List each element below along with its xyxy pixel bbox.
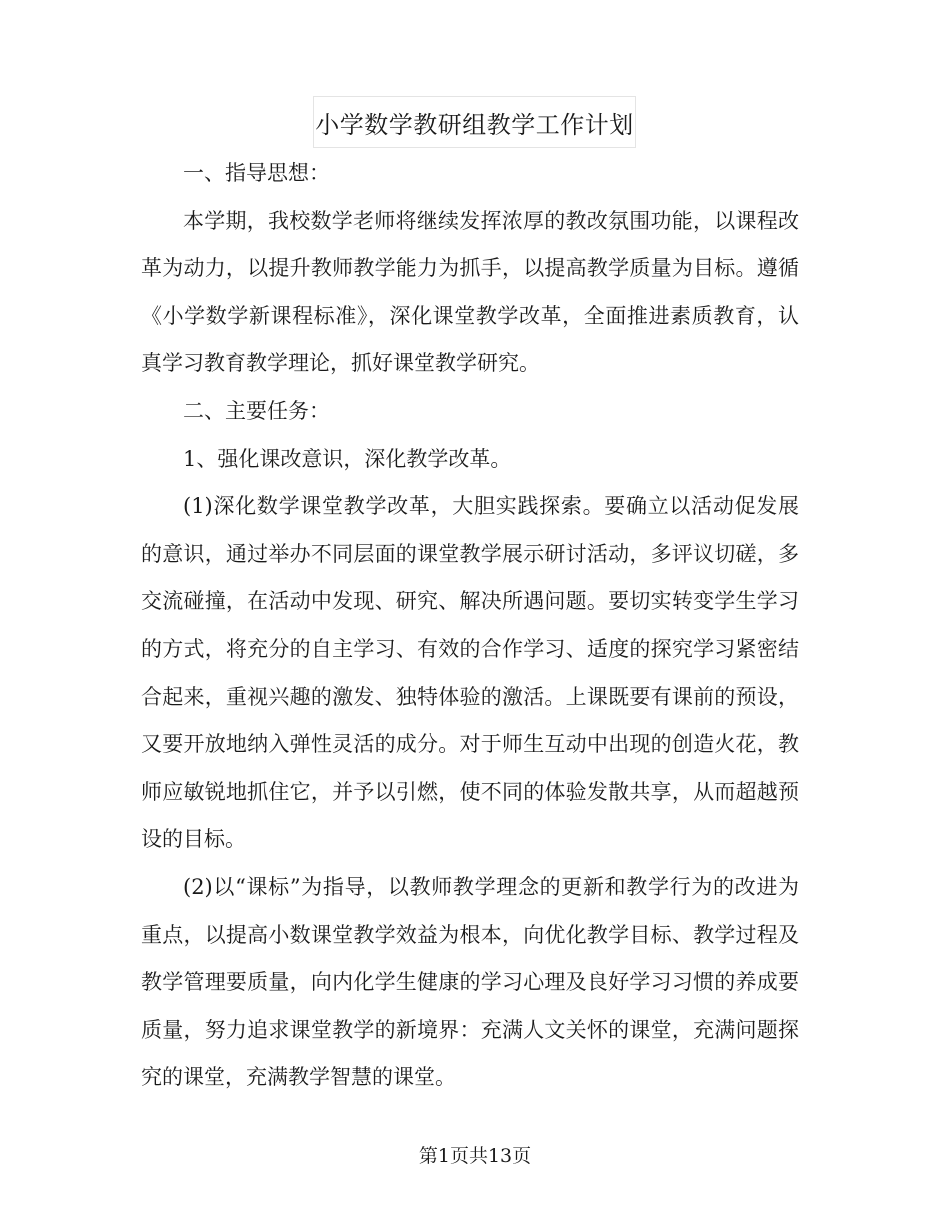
section-heading-guiding-ideology: 一、指导思想： bbox=[183, 161, 330, 185]
paragraph-task-1-item-1: (1)深化数学课堂教学改革，大胆实践探索。要确立以活动促发展的意识，通过举办不同层面的课堂教学展示研讨活动，多评议切磋，多交流碰撞，在活动中发现、研究、解决所遇问题。要切实转变学生学习的方式，将充分的自主学习、有效的合作学习、适度的探究学习紧密结合起来，重视兴趣的激发、独特体验的激活。上课既要有课前的预设，又要开放地纳入弹性灵活的成分。对于师生互动中出现的创造火花，教师应敏锐地抓住它，并予以引燃，使不同的体验发散共享，从而超越预设的目标。 bbox=[141, 494, 799, 852]
subheading-task-1: 1、强化课改意识，深化教学改革。 bbox=[183, 446, 512, 471]
document-body bbox=[141, 150, 799, 1102]
paragraph-task-1-item-2: (2)以“课标”为指导，以教师教学理念的更新和教学行为的改进为重点，以提高小数课堂教学效益为根本，向优化教学目标、教学过程及教学管理要质量，向内化学生健康的学习心理及良好学习习惯的养成要质量，努力追求课堂教学的新境界：充满人文关怀的课堂，充满问题探究的课堂，充满教学智慧的课堂。 bbox=[141, 874, 799, 1090]
document-title: 小学数学教研组教学工作计划 bbox=[313, 96, 636, 148]
section-heading-main-tasks: 二、主要任务： bbox=[183, 398, 330, 423]
paragraph-guiding-ideology: 本学期，我校数学老师将继续发挥浓厚的教改氛围功能，以课程改革为动力，以提升教师教学能力为抓手，以提高教学质量为目标。遵循《小学数学新课程标准》，深化课堂教学改革，全面推进素质教育，认真学习教育教学理论，抓好课堂教学研究。 bbox=[141, 208, 799, 376]
page-number-footer: 第1页共13页 bbox=[418, 1145, 532, 1167]
